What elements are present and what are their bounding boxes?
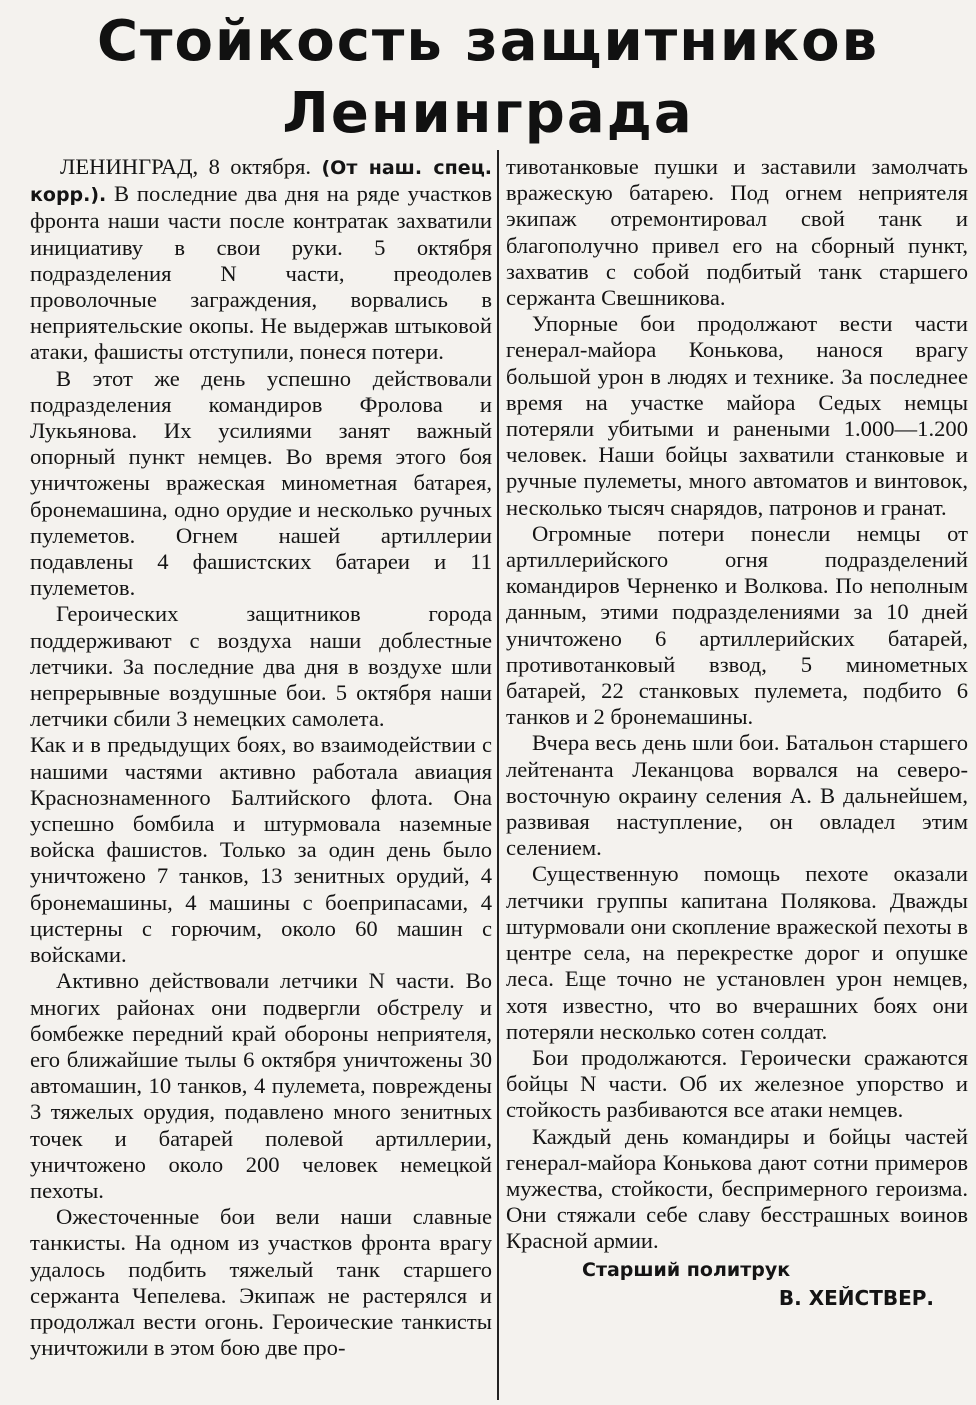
article-paragraph: Как и в предыдущих боях, во взаимодействии с нашими частями активно работала авиация Краснознаменного Балтийского флота. Она успешно бомбила и штурмовала наземные войска фашистов. Только за один день было уничтожено 7 танков, 13 зенитных орудий, 4 бронемашины, 4 машины с боеприпасами, 4 цистерны с горючим, около 60 машин с войсками.	[30, 732, 492, 968]
article-paragraph: Упорные бои продолжают вести части генерал-майора Конькова, нанося врагу большой урон в людях и технике. За последнее время на участке майора Седых немцы потеряли убитыми и ранеными 1.000—1.200 человек. Наши бойцы захватили станковые и ручные пулеметы, много автоматов и винтовок, несколько тысяч снарядов, патронов и гранат.	[506, 311, 968, 520]
article-paragraph: Активно действовали летчики N части. Во многих районах они подвергли обстрелу и бомбежке передний край обороны неприятеля, его ближайшие тылы 6 октября уничтожены 30 автомашин, 10 танков, 4 пулемета, повреждены 3 тяжелых орудия, подавлено много зенитных точек и батарей полевой артиллерии, уничтожено около 200 человек немецкой пехоты.	[30, 968, 492, 1203]
article-paragraph: Существенную помощь пехоте оказали летчики группы капитана Полякова. Дважды штурмовали они скопление вражеской пехоты в центре села, на перекрестке дорог и опушке леса. Еще точно не установлен урон немцев, хотя известно, что во вчерашних боях они потеряли несколько сотен солдат.	[506, 861, 968, 1044]
paragraph-text: В последние два дня на ряде участков фронта наши части после контратак захватили инициативу в свои руки. 5 октября подразделения N части, преодолев проволочные заграждения, ворвались в неприятельские окопы. Не выдержав штыковой атаки, фашисты отступили, понеся потери.	[30, 181, 492, 365]
signature	[506, 1257, 968, 1315]
article-paragraph: Героических защитников города поддерживают с воздуха наши доблестные летчики. За последние два дня в воздухе шли непрерывные воздушные бои. 5 октября наши летчики сбили 3 немецких самолета.	[30, 601, 492, 732]
article-paragraph: Огромные потери понесли немцы от артиллерийского огня подразделений командиров Черненко и Волкова. По неполным данным, этими подразделениями за 10 дней уничтожено 6 артиллерийских батарей, противотанковый взвод, 5 минометных батарей, 22 станковых пулемета, подбито 6 танков и 2 бронемашины.	[506, 520, 968, 730]
article-paragraph: В этот же день успешно действовали подразделения командиров Фролова и Лукьянова. Их усилиями занят важный опорный пункт немцев. Во время этого боя уничтожены вражеская минометная батарея, бронемашина, одно орудие и несколько ручных пулеметов. Огнем нашей артиллерии подавлены 4 фашистских батареи и 11 пулеметов.	[30, 365, 492, 601]
article-paragraph: Каждый день командиры и бойцы частей генерал-майора Конькова дают сотни примеров мужества, стойкости, беспримерного героизма. Они стяжали себе славу бесстрашных воинов Красной армии.	[506, 1123, 968, 1254]
article-paragraph: Ожесточенные бои вели наши славные танкисты. На одном из участков фронта врагу удалось подбить тяжелый танк старшего сержанта Чепелева. Экипаж не растерялся и продолжал вести огонь. Героические танкисты уничтожили в этом бою две про-	[30, 1204, 492, 1361]
column-divider	[497, 150, 499, 1400]
headline-line-1: Стойкость защитников	[96, 9, 880, 74]
signature-name: В. ХЕЙСТВЕР.	[778, 1285, 934, 1310]
source-credit: (От наш. спец. корр.).	[30, 157, 492, 207]
headline-line-2: Ленинграда	[282, 81, 694, 146]
signature-rank: Старший политрук	[582, 1258, 791, 1281]
headline	[0, 6, 976, 150]
article-paragraph	[30, 154, 492, 366]
article-paragraph: Бои продолжаются. Героически сражаются бойцы N части. Об их железное упорство и стойкость разбиваются все атаки немцев.	[506, 1044, 968, 1123]
article-column-left	[30, 154, 492, 1399]
dateline: ЛЕНИНГРАД, 8 октября.	[60, 154, 312, 179]
article-column-right	[506, 154, 968, 1399]
article-paragraph: Вчера весь день шли бои. Батальон старшего лейтенанта Леканцова ворвался на северо-восточную окраину селения А. В дальнейшем, развивая наступление, он овладел этим селением.	[506, 730, 968, 861]
article-paragraph: тивотанковые пушки и заставили замолчать вражескую батарею. Под огнем неприятеля экипаж отремонтировал свой танк и благополучно привел его на сборный пункт, захватив с собой подбитый танк старшего сержанта Свешникова.	[506, 154, 968, 311]
